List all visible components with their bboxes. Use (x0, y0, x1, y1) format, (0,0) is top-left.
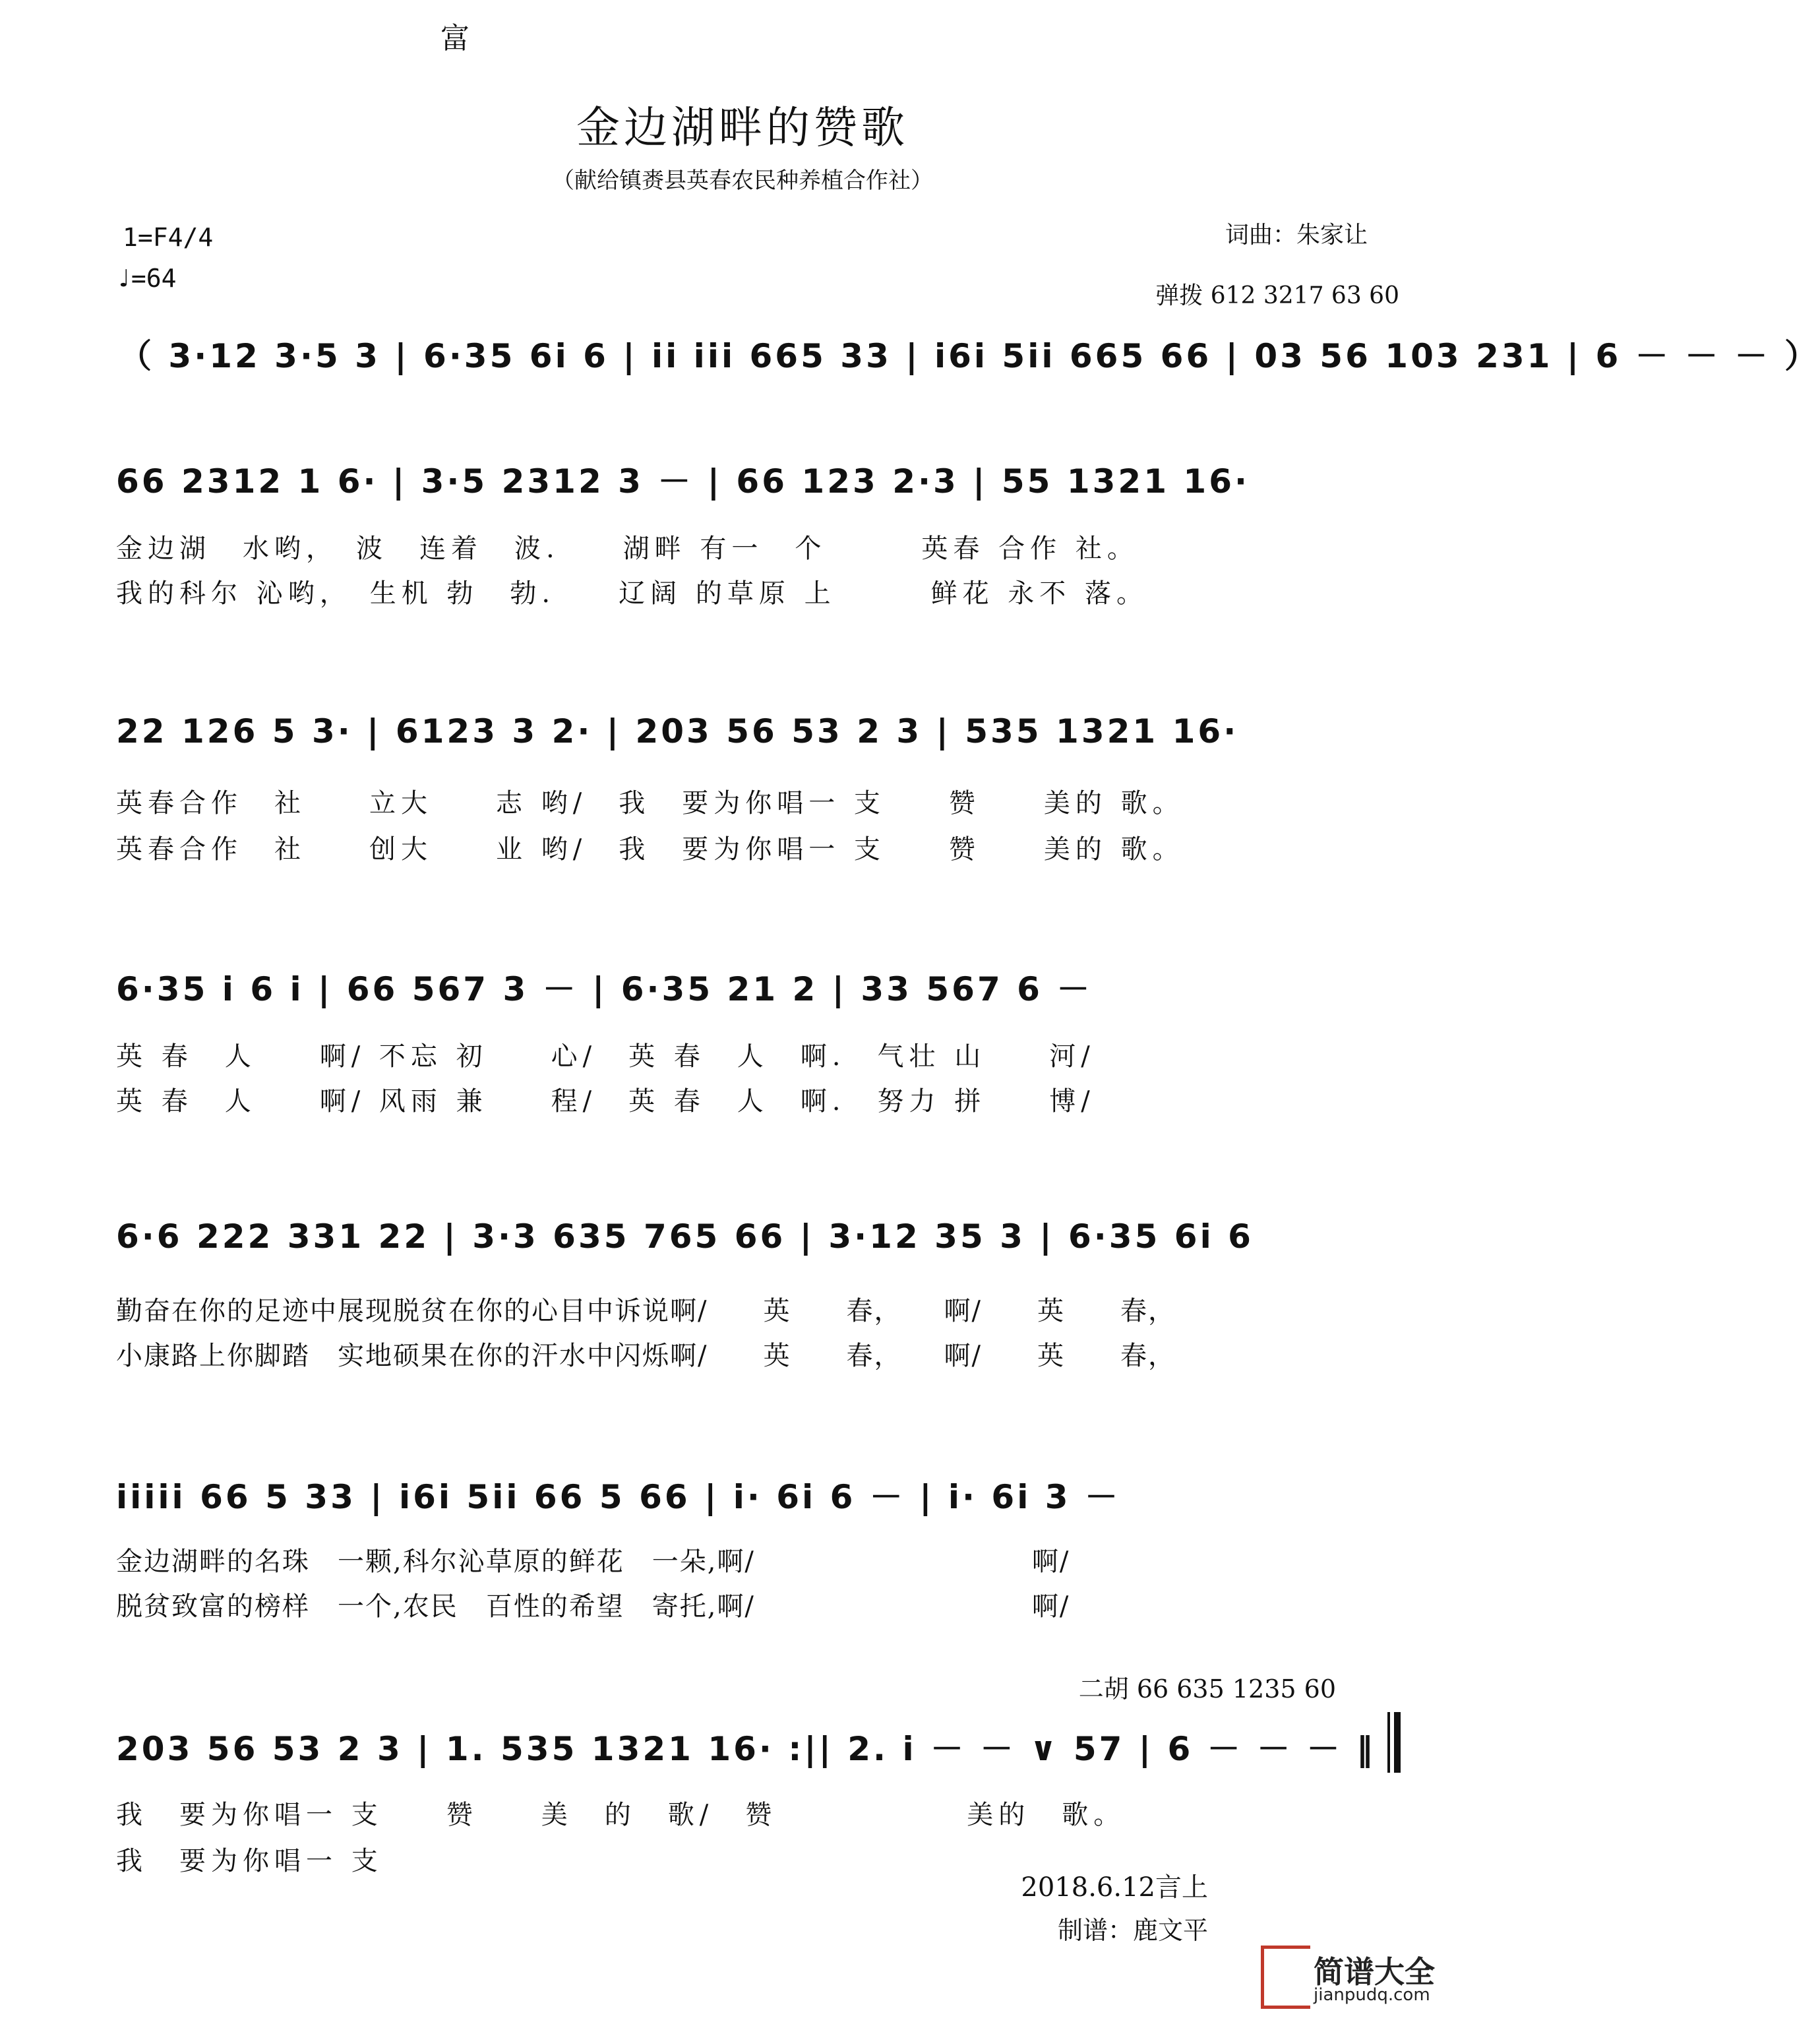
row1-notes: 66 2312 1 6· | 3·5 2312 3 － | 66 123 2·3 | 55 1321 16· (116, 462, 1250, 501)
plucked-strings-cue: 弹拨 612 3217 63 60 (1155, 282, 1399, 309)
erhu-cue: 二胡 66 635 1235 60 (1078, 1674, 1336, 1703)
row5-lyric-verse2: 脱贫致富的榜样 一个,农民 百性的希望 寄托,啊/ 啊/ (116, 1591, 1070, 1622)
tempo-marking: ♩=64 (116, 264, 177, 293)
transcriber-credit: 制谱：鹿文平 (1057, 1916, 1208, 1945)
row3-lyric-verse2: 英 春 人 啊/ 风雨 兼 程/ 英 春 人 啊. 努力 拼 博/ (116, 1086, 1095, 1117)
watermark-logo (1261, 1946, 1459, 2011)
song-title: 金边湖畔的赞歌 (576, 102, 909, 153)
header-character: 富 (440, 22, 470, 55)
composer-credit: 词曲：朱家让 (1225, 222, 1368, 249)
final-barline-thick (1394, 1712, 1401, 1773)
row1-lyric-verse2: 我的科尔 沁哟， 生机 勃 勃. 辽阔 的草原 上 鲜花 永不 落。 (116, 578, 1149, 609)
piano-logo-icon (1261, 1946, 1310, 2009)
row6-lyric-verse2: 我 要为你唱一 支 (116, 1846, 383, 1876)
row3-notes: 6·35 i 6 i | 66 567 3 － | 6·35 21 2 | 33 567 6 － (116, 970, 1093, 1008)
intro-notes: （ 3·12 3·5 3 | 6·35 6i 6 | ii iii 665 33 | i6i 5ii 665 66 | 03 56 103 231 | 6 － － － ） (119, 337, 1820, 375)
watermark-site-name: 简谱大全 (1314, 1954, 1435, 1990)
row4-lyric-verse2: 小康路上你脚踏 实地硕果在你的汗水中闪烁啊/ 英 春， 啊/ 英 春， (116, 1341, 1176, 1371)
row3-lyric-verse1: 英 春 人 啊/ 不忘 初 心/ 英 春 人 啊. 气壮 山 河/ (116, 1041, 1095, 1072)
date-signature: 2018.6.12言上 (1021, 1872, 1208, 1903)
song-subtitle: （献给镇赉县英春农民种养植合作社） (552, 168, 933, 194)
row5-notes: iiiii 66 5 33 | i6i 5ii 66 5 66 | i· 6i 6 － | i· 6i 3 － (116, 1478, 1120, 1516)
row2-lyric-verse2: 英春合作 社 创大 业 哟/ 我 要为你唱一 支 赞 美的 歌。 (116, 834, 1184, 865)
row2-notes: 22 126 5 3· | 6123 3 2· | 203 56 53 2 3 | 535 1321 16· (116, 712, 1239, 751)
row6-lyric-verse1: 我 要为你唱一 支 赞 美 的 歌/ 赞 美的 歌。 (116, 1800, 1126, 1830)
row4-notes: 6·6 222 331 22 | 3·3 635 765 66 | 3·12 35 3 | 6·35 6i 6 (116, 1217, 1254, 1256)
row6-notes: 203 56 53 2 3 | 1. 535 1321 16· :|| 2. i － － ∨ 57 | 6 － － － ‖ (116, 1730, 1376, 1768)
row1-lyric-verse1: 金边湖 水哟， 波 连着 波. 湖畔 有一 个 英春 合作 社。 (116, 534, 1139, 564)
watermark-url: jianpudq.com (1314, 1985, 1430, 2005)
row4-lyric-verse1: 勤奋在你的足迹中展现脱贫在你的心目中诉说啊/ 英 春， 啊/ 英 春， (116, 1296, 1176, 1326)
final-barline-thin (1387, 1712, 1390, 1773)
row2-lyric-verse1: 英春合作 社 立大 志 哟/ 我 要为你唱一 支 赞 美的 歌。 (116, 788, 1184, 818)
row5-lyric-verse1: 金边湖畔的名珠 一颗,科尔沁草原的鲜花 一朵,啊/ 啊/ (116, 1547, 1070, 1577)
key-time-signature: 1=F4/4 (123, 223, 214, 252)
